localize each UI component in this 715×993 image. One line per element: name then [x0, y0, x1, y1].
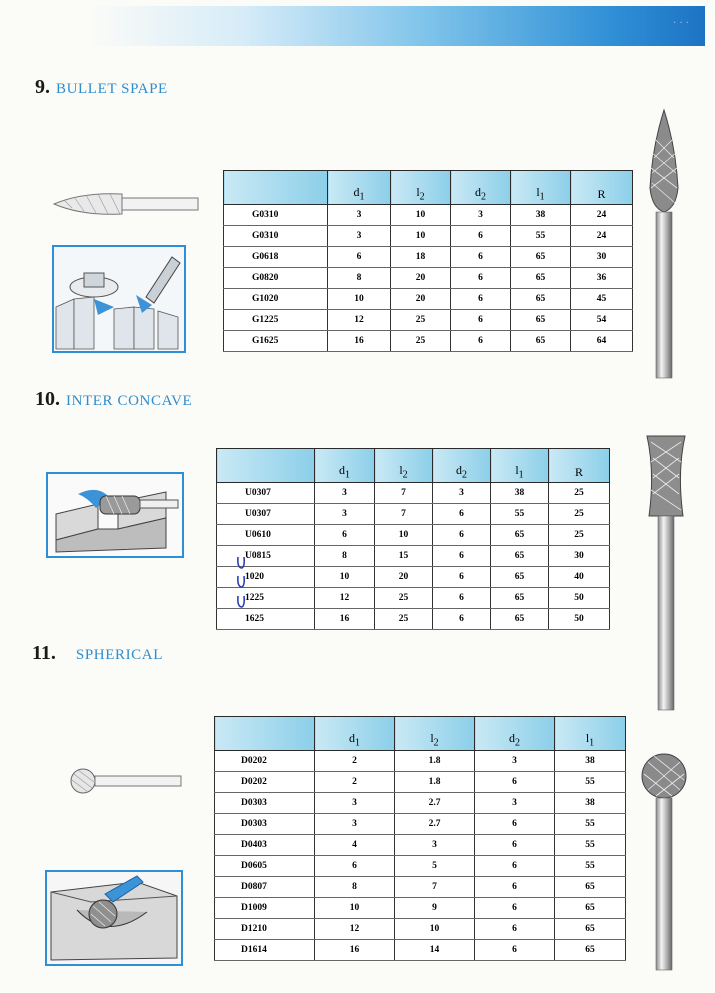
table-row: G0618 6 18 6 65 30 — [224, 247, 633, 268]
spec-table-spherical — [214, 716, 626, 961]
table-row: 1020 10 20 6 65 40 — [217, 567, 610, 588]
table-row: D0605 6 5 6 55 — [215, 856, 626, 877]
header-r: R — [549, 449, 610, 483]
section-number: 11. — [32, 642, 56, 664]
spherical-burr-photo — [640, 752, 688, 972]
header-d1: $d_1$ — [328, 171, 391, 205]
section-number: 9. — [35, 76, 50, 98]
header-d1: $d_1$ — [315, 717, 395, 751]
header-l2: $l_2$ — [395, 717, 475, 751]
handwritten-pen-marks — [234, 554, 248, 610]
concave-application-image — [46, 472, 184, 558]
spherical-burr-side-icon — [68, 766, 184, 796]
header-code — [215, 717, 315, 751]
spec-table-bullet — [223, 170, 633, 352]
header-code — [217, 449, 315, 483]
section-title-spherical — [32, 642, 163, 665]
table-row: U0610 6 10 6 65 25 — [217, 525, 610, 546]
table-row: G1020 10 20 6 65 45 — [224, 289, 633, 310]
header-r: R — [571, 171, 633, 205]
spec-table-concave — [216, 448, 610, 630]
section-name: SPHERICAL — [75, 647, 163, 663]
header-l1: $l_1$ — [555, 717, 626, 751]
section-title-concave — [35, 388, 192, 411]
table-row: G1625 16 25 6 65 64 — [224, 331, 633, 352]
table-row: G0310 3 10 3 38 24 — [224, 205, 633, 226]
table-row: G0310 3 10 6 55 24 — [224, 226, 633, 247]
table-row: U0815 8 15 6 65 30 — [217, 546, 610, 567]
header-l2: $l_2$ — [391, 171, 451, 205]
table-row: D1614 16 14 6 65 — [215, 940, 626, 961]
table-row: D0807 8 7 6 65 — [215, 877, 626, 898]
table-row: D0202 2 1.8 3 38 — [215, 751, 626, 772]
table-row: D0303 3 2.7 3 38 — [215, 793, 626, 814]
header-l1: $l_1$ — [511, 171, 571, 205]
table-row: G1225 12 25 6 65 54 — [224, 310, 633, 331]
bullet-burr-photo — [640, 108, 688, 380]
table-header-row — [224, 171, 633, 205]
table-row: 1225 12 25 6 65 50 — [217, 588, 610, 609]
section-name: INTER CONCAVE — [66, 393, 193, 409]
table-header-row — [217, 449, 610, 483]
header-d2: $d_2$ — [475, 717, 555, 751]
header-l2: $l_2$ — [375, 449, 433, 483]
section-title-bullet — [35, 76, 168, 99]
table-row: D0202 2 1.8 6 55 — [215, 772, 626, 793]
table-row: U0307 3 7 6 55 25 — [217, 504, 610, 525]
table-row: G0820 8 20 6 65 36 — [224, 268, 633, 289]
header-code — [224, 171, 328, 205]
section-name: BULLET SPAPE — [56, 81, 168, 97]
bullet-application-image — [52, 245, 186, 353]
header-d2: $d_2$ — [451, 171, 511, 205]
table-row: U0307 3 7 3 38 25 — [217, 483, 610, 504]
table-row: D1009 10 9 6 65 — [215, 898, 626, 919]
header-d2: $d_2$ — [433, 449, 491, 483]
decorative-dots: · · · — [673, 18, 689, 29]
header-l1: $l_1$ — [491, 449, 549, 483]
table-row: D0403 4 3 6 55 — [215, 835, 626, 856]
table-row: D0303 3 2.7 6 55 — [215, 814, 626, 835]
concave-burr-photo — [643, 432, 689, 712]
table-row: D1210 12 10 6 65 — [215, 919, 626, 940]
spherical-application-image — [45, 870, 183, 966]
bullet-burr-side-icon — [52, 186, 202, 222]
table-header-row — [215, 717, 626, 751]
header-d1: $d_1$ — [315, 449, 375, 483]
section-number: 10. — [35, 388, 60, 410]
table-row: 1625 16 25 6 65 50 — [217, 609, 610, 630]
header-gradient-band — [90, 6, 705, 46]
